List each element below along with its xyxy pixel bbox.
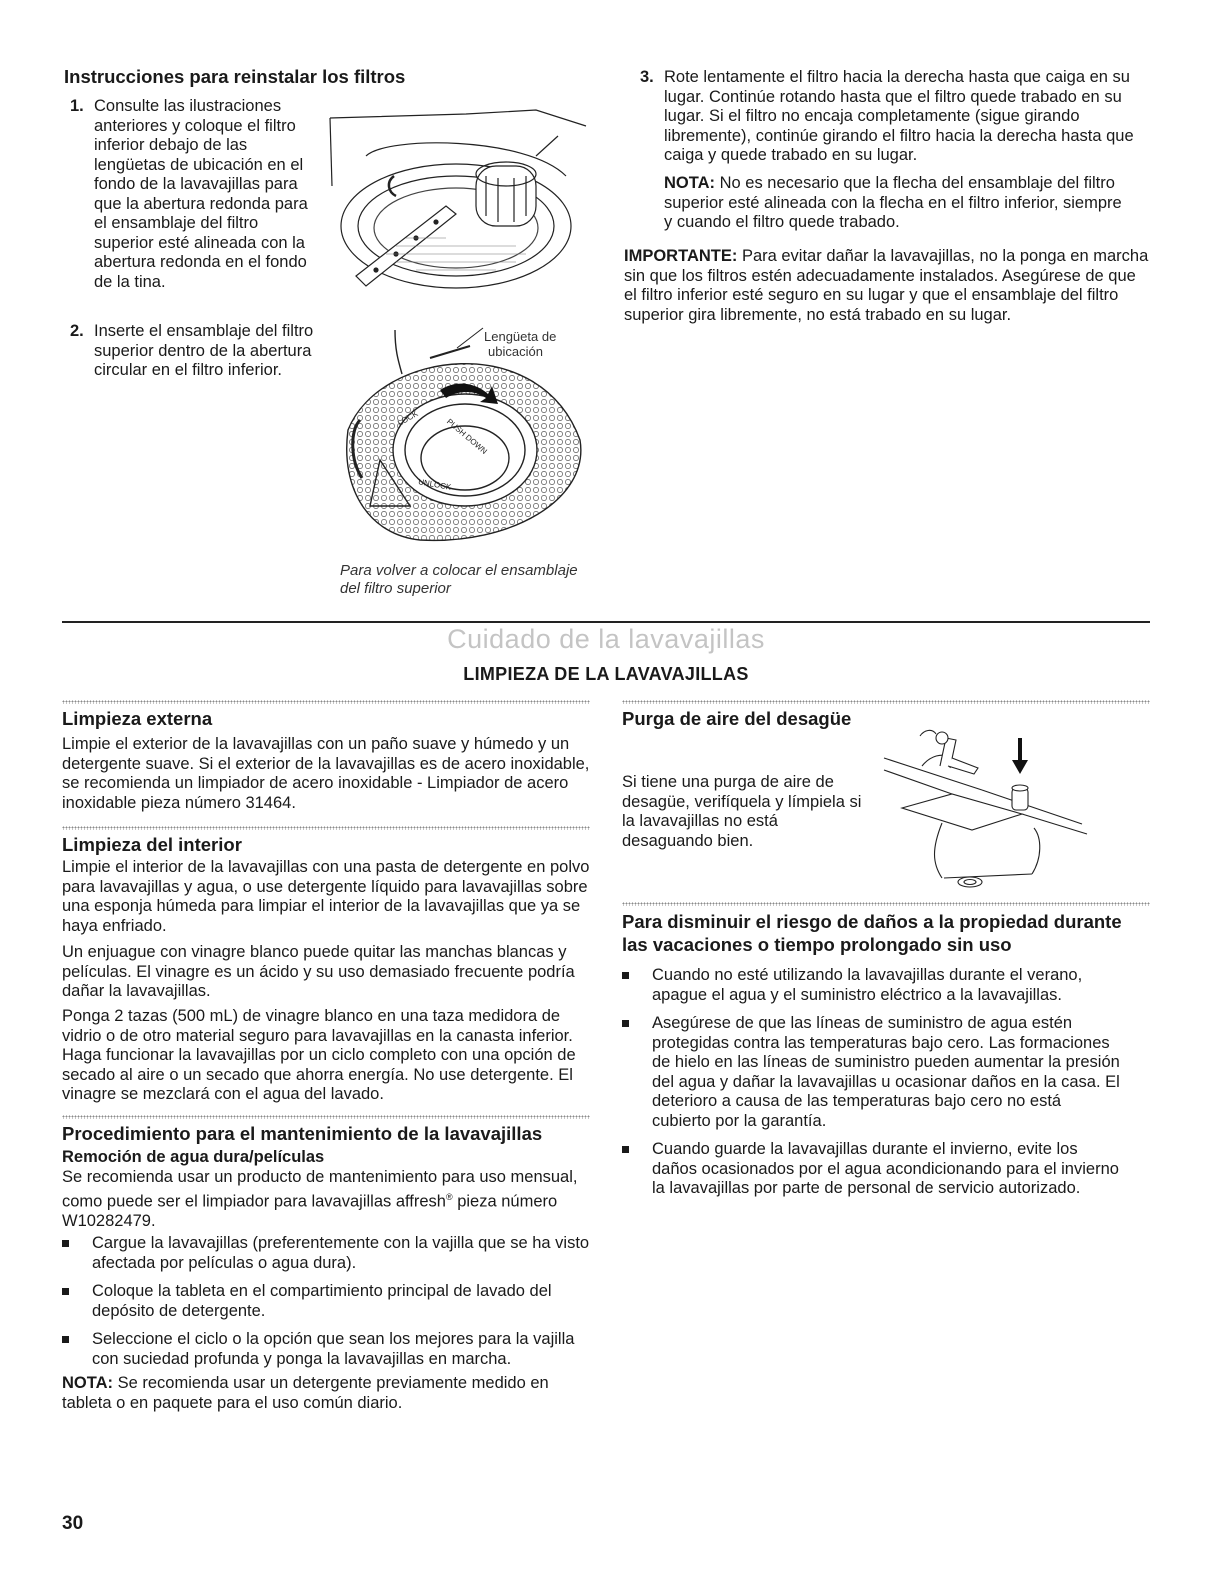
- mantenimiento-bullets: [62, 1234, 590, 1378]
- divider-externa: [62, 700, 590, 704]
- registered-mark: ®: [445, 1191, 453, 1202]
- step-number: 2.: [70, 322, 84, 340]
- lower-filter-illustration: [326, 96, 598, 296]
- bullet-square-icon: [622, 1020, 629, 1027]
- list-item: [62, 1234, 590, 1273]
- list-item-text: Cuando no esté utilizando la lavavajillas durante el verano, apague el agua y el suministro eléctrico a la lavavajillas.: [652, 966, 1083, 1004]
- list-item: [62, 1330, 590, 1369]
- callout-line-1: Lengüeta de: [484, 329, 557, 344]
- interior-heading: Limpieza del interior: [62, 834, 242, 855]
- externa-text: Limpie el exterior de la lavavajillas con un paño suave y húmedo y un detergente suave. Si el exterior de la lavavajillas es de acero inoxidable, se recomienda un limpiador de acero inoxidable - Limpiador de acero inoxidable pieza número 31464.: [62, 735, 590, 812]
- divider-mantenimiento: [62, 1115, 590, 1119]
- push-down-label: PUSH DOWN: [444, 417, 489, 456]
- mantenimiento-note: [62, 1374, 590, 1413]
- caption-line-2: del filtro superior: [340, 580, 451, 597]
- divider-interior: [62, 826, 590, 830]
- list-item-text: Seleccione el ciclo o la opción que sean los mejores para la vajilla con suciedad profunda y ponga la lavavajillas en marcha.: [92, 1330, 575, 1368]
- unlock-label: UNLOCK: [417, 477, 452, 492]
- mantenimiento-subheading: Remoción de agua dura/películas: [62, 1148, 325, 1166]
- important-paragraph: [624, 247, 1149, 325]
- list-item-text: Coloque la tableta en el compartimiento principal de lavado del depósito de detergente.: [92, 1282, 552, 1320]
- callout-leader: [455, 326, 485, 350]
- list-item: [62, 1282, 590, 1321]
- caption-line-1: Para volver a colocar el ensamblaje: [340, 562, 578, 579]
- externa-heading: Limpieza externa: [62, 708, 213, 729]
- intro-part-number: pieza número W10282479.: [62, 1192, 558, 1230]
- filters-step-2: [64, 322, 314, 381]
- note-text: No es necesario que la flecha del ensamblaje del filtro superior esté alineada con la flecha en el filtro inferior, siempre y cuando el filtro quede trabado.: [664, 174, 1122, 231]
- list-item: [622, 1140, 1120, 1199]
- list-item: [622, 966, 1120, 1005]
- callout-label: [484, 329, 556, 359]
- important-text: Para evitar dañar la lavavajillas, no la ponga en marcha sin que los filtros estén adecuadamente instalados. Asegúrese de que el filtro inferior esté seguro en su lugar y que el ensamblaje del filtro superior gira libremente, no está trabado en su lugar.: [624, 247, 1149, 324]
- divider-riesgo: [622, 902, 1150, 906]
- sink-air-gap-illustration: [882, 728, 1094, 893]
- filters-note: [664, 174, 1134, 233]
- filters-steps-2: [64, 322, 314, 381]
- bullet-square-icon: [62, 1336, 69, 1343]
- riesgo-bullets: [622, 966, 1120, 1208]
- bullet-square-icon: [622, 972, 629, 979]
- note-text: Se recomienda usar un detergente previamente medido en tableta o en paquete para el uso común diario.: [62, 1374, 549, 1412]
- interior-paragraph-1: Limpie el interior de la lavavajillas con una pasta de detergente en polvo para lavavajillas y agua, o use detergente líquido para lavavajillas sobre una esponja húmeda para limpiar el interior de la lavavajillas que ya se haya enfriado.: [62, 858, 590, 935]
- care-title: Cuidado de la lavavajillas: [447, 624, 765, 654]
- filters-step-3-list: [634, 68, 1134, 166]
- bullet-square-icon: [622, 1146, 629, 1153]
- illustration-caption: [340, 562, 600, 598]
- filters-step-1: [64, 97, 314, 292]
- section-rule: [62, 621, 1150, 623]
- intro-text: Se recomienda usar un producto de mantenimiento para uso mensual, como puede ser el limpiador para lavavajillas affresh: [62, 1168, 578, 1210]
- mantenimiento-intro: [62, 1168, 590, 1231]
- interior-paragraph-2: Un enjuague con vinagre blanco puede quitar las manchas blancas y películas. El vinagre es un ácido y su uso demasiado frecuente podría dañar la lavavajillas.: [62, 943, 575, 1000]
- care-subtitle: LIMPIEZA DE LA LAVAVAJILLAS: [463, 664, 749, 684]
- bullet-square-icon: [62, 1240, 69, 1247]
- step-number: 1.: [70, 97, 84, 115]
- lock-label: LOCK: [396, 409, 420, 428]
- important-label: IMPORTANTE:: [624, 247, 738, 265]
- note-label: NOTA:: [62, 1374, 114, 1392]
- step-text: Consulte las ilustraciones anteriores y coloque el filtro inferior debajo de las lengüetas de ubicación en el fondo de la lavavajillas para que la abertura redonda para el ensamblaje del filtro superior esté alineada con la abertura redonda en el fondo de la tina.: [94, 97, 308, 291]
- filters-step-3: [634, 68, 1134, 166]
- divider-purga: [622, 700, 1150, 704]
- step-text: Inserte el ensamblaje del filtro superior dentro de la abertura circular en el filtro inferior.: [94, 322, 314, 379]
- list-item: [622, 1014, 1120, 1131]
- callout-line-2: ubicación: [488, 344, 543, 359]
- bullet-square-icon: [62, 1288, 69, 1295]
- filters-heading: Instrucciones para reinstalar los filtros: [64, 66, 406, 87]
- list-item-text: Cuando guarde la lavavajillas durante el invierno, evite los daños ocasionados por el agua acondicionando para el invierno la lavavajillas por parte de personal de servicio autorizado.: [652, 1140, 1119, 1197]
- list-item-text: Cargue la lavavajillas (preferentemente con la vajilla que se ha visto afectada por películas o agua dura).: [92, 1234, 590, 1272]
- step-number: 3.: [640, 68, 654, 86]
- step-text: Rote lentamente el filtro hacia la derecha hasta que caiga en su lugar. Continúe rotando hasta que el filtro quede trabado en su lugar. Si el filtro no encaja completamente (sigue girando libremente), continúe girando el filtro hacia la derecha hasta que caiga y quede trabado en su lugar.: [664, 68, 1134, 164]
- purga-heading: Purga de aire del desagüe: [622, 708, 852, 729]
- list-item-text: Asegúrese de que las líneas de suministro de agua estén protegidas contra las temperaturas bajo cero. Las formaciones de hielo en las líneas de suministro pueden aumentar la presión del agua y dañar la lavavajillas u ocasionar daños en la casa. El deterioro a causa de las temperaturas bajo cero no está cubierto por la garantía.: [652, 1014, 1120, 1130]
- note-label: NOTA:: [664, 174, 716, 192]
- mantenimiento-heading: Procedimiento para el mantenimiento de la lavavajillas: [62, 1123, 543, 1144]
- riesgo-heading: Para disminuir el riesgo de daños a la propiedad durante las vacaciones o tiempo prolongado sin uso: [622, 911, 1122, 955]
- page-number: 30: [62, 1513, 84, 1534]
- interior-paragraph-3: Ponga 2 tazas (500 mL) de vinagre blanco en una taza medidora de vidrio o de otro material seguro para lavavajillas en la canasta inferior. Haga funcionar la lavavajillas por un ciclo completo con una opción de secado al aire o un secado que ahorra energía. No use detergente. El vinagre se mezclará con el agua del lavado.: [62, 1007, 576, 1103]
- filters-steps: [64, 97, 314, 292]
- purga-text: Si tiene una purga de aire de desagüe, verifíquela y límpiela si la lavavajillas no está desaguando bien.: [622, 773, 862, 850]
